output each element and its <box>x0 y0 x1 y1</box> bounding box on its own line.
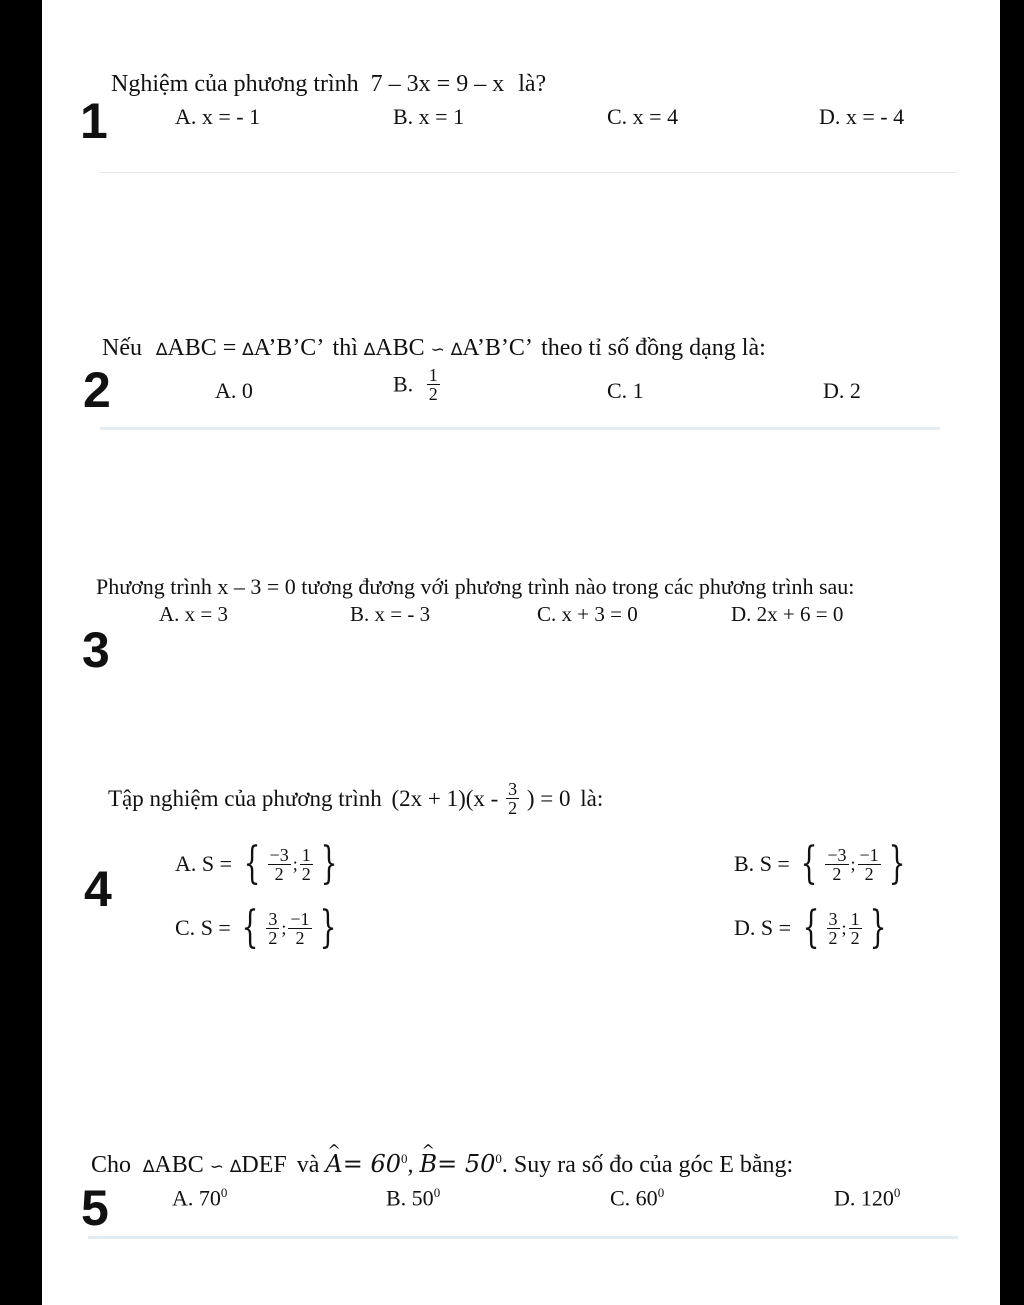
q3-option-a: A. x = 3 <box>159 602 229 626</box>
fraction-denominator: 2 <box>828 927 838 948</box>
q3-equation: x – 3 = 0 <box>217 574 296 599</box>
fraction <box>268 846 291 883</box>
left-brace: { <box>241 902 259 953</box>
q2-option-b-label: B. <box>393 371 414 397</box>
fraction-denominator: 2 <box>864 863 874 884</box>
q1-stem-suffix: là? <box>518 71 547 97</box>
similar-symbol: ∽ <box>430 340 445 360</box>
q4-option-a-label: A. <box>175 851 197 876</box>
fraction <box>300 846 313 883</box>
triangle-symbol: ∆ <box>143 1157 155 1177</box>
angle-b-value: = 50 <box>437 1150 496 1178</box>
fraction <box>827 910 840 947</box>
q5-option-a-text: A. 70 <box>172 1185 221 1211</box>
degree-sign: 0 <box>220 1185 228 1200</box>
q4-option-d-label: D. <box>734 915 756 940</box>
triangle-symbol: ∆ <box>230 1157 242 1177</box>
degree-sign: 0 <box>401 1151 408 1166</box>
q3-stem-b: tương đương với phương trình nào trong các phương trình sau: <box>301 574 855 599</box>
angle-a-value: = 60 <box>342 1150 401 1178</box>
right-brace: } <box>869 902 886 953</box>
q1-option-b: B. x = 1 <box>393 104 465 129</box>
right-brace: } <box>319 902 336 953</box>
fraction <box>849 910 862 947</box>
fraction-numerator: −3 <box>269 844 289 865</box>
degree-sign: 0 <box>433 1185 441 1200</box>
fraction-numerator: −3 <box>827 844 847 865</box>
q5-option-d <box>834 1186 900 1209</box>
fraction <box>427 366 440 403</box>
q2-equals: = <box>222 335 237 361</box>
triangle-symbol: ∆ <box>242 340 254 360</box>
fraction <box>288 910 311 947</box>
q4-option-b <box>734 838 911 889</box>
degree-sign: 0 <box>657 1185 665 1200</box>
q5-word-given: Cho <box>91 1152 132 1178</box>
q2-option-a: A. 0 <box>215 378 253 403</box>
fraction-denominator: 2 <box>832 863 842 884</box>
solution-set <box>238 838 343 889</box>
similar-symbol: ∽ <box>209 1157 224 1177</box>
q3-option-b: B. x = - 3 <box>350 602 431 626</box>
separator: ; <box>850 854 856 874</box>
q4-equation-part2: ) = 0 <box>526 786 571 811</box>
separator: ; <box>281 918 287 938</box>
q5-option-b <box>386 1186 440 1209</box>
fraction <box>825 846 848 883</box>
fraction <box>506 780 519 817</box>
q5-triangle-def: DEF <box>241 1152 287 1178</box>
q2-triangle-abc-prime-2: A’B’C’ <box>462 335 532 361</box>
q4-option-c <box>175 902 342 953</box>
q4-stem-c: là: <box>580 786 604 811</box>
q5-option-d-text: D. 120 <box>834 1185 894 1211</box>
right-brace: } <box>888 838 906 889</box>
q3-stem-a: Phương trình <box>96 574 212 599</box>
q4-option-b-label: B. <box>734 851 755 876</box>
triangle-symbol: ∆ <box>450 340 463 360</box>
fraction-numerator: 3 <box>268 908 278 929</box>
q2-word-if: Nếu <box>102 335 142 361</box>
fraction-denominator: 2 <box>428 384 438 404</box>
question-number-1: 1 <box>80 93 108 149</box>
question-4-stem <box>108 780 603 817</box>
q4-option-a <box>175 838 343 889</box>
q2-word-then: thì <box>332 335 358 361</box>
angle-b: ^ B <box>420 1152 438 1176</box>
fraction-numerator: 1 <box>428 365 438 385</box>
question-number-2: 2 <box>83 362 111 418</box>
fraction-denominator: 2 <box>268 927 278 948</box>
q1-option-c: C. x = 4 <box>607 104 679 129</box>
q2-option-b <box>393 366 442 403</box>
q1-equation: 7 – 3x = 9 – x <box>370 71 505 97</box>
right-brace: } <box>320 838 338 889</box>
q5-word-and: và <box>296 1152 320 1178</box>
q4-option-d <box>734 902 892 953</box>
set-equals: S = <box>760 915 792 940</box>
q3-option-d: D. 2x + 6 = 0 <box>731 602 844 626</box>
fraction-numerator: −1 <box>290 908 310 929</box>
question-number-3: 3 <box>82 622 110 678</box>
q4-equation-part1: (2x + 1)(x - <box>391 786 499 811</box>
q1-option-d: D. x = - 4 <box>819 104 905 129</box>
question-2-stem <box>102 336 766 360</box>
left-brace: { <box>802 902 819 953</box>
set-equals: S = <box>201 851 233 876</box>
q3-option-c: C. x + 3 = 0 <box>537 602 638 626</box>
fraction-numerator: 1 <box>850 908 860 929</box>
question-number-5: 5 <box>81 1180 109 1236</box>
q2-option-d: D. 2 <box>823 378 861 403</box>
triangle-symbol: ∆ <box>363 340 376 360</box>
degree-sign: 0 <box>495 1151 502 1166</box>
solution-set <box>797 902 892 953</box>
divider-2 <box>100 427 940 430</box>
triangle-symbol: ∆ <box>155 340 168 360</box>
question-number-4: 4 <box>84 861 112 917</box>
question-3-stem <box>96 576 854 598</box>
worksheet-page <box>42 0 1000 1305</box>
q4-stem-a: Tập nghiệm của phương trình <box>108 786 382 811</box>
angle-a: ^ A <box>325 1152 342 1176</box>
fraction-numerator: 3 <box>508 779 518 799</box>
set-equals: S = <box>200 915 231 940</box>
q5-option-a <box>172 1186 227 1209</box>
fraction-denominator: 2 <box>850 927 860 948</box>
divider-5 <box>88 1236 958 1239</box>
fraction-numerator: −1 <box>859 844 879 865</box>
set-equals: S = <box>759 851 790 876</box>
q5-option-c-text: C. 60 <box>610 1185 658 1211</box>
q5-stem-suffix: . Suy ra số đo của góc E bằng: <box>501 1152 794 1178</box>
fraction-denominator: 2 <box>295 927 305 948</box>
separator: ; <box>841 918 847 938</box>
q1-option-a: A. x = - 1 <box>175 104 261 129</box>
q2-triangle-abc: ABC <box>167 335 217 361</box>
q2-triangle-abc-2: ABC <box>375 335 425 361</box>
solution-set <box>795 838 910 889</box>
q4-option-c-label: C. <box>175 915 196 940</box>
fraction <box>266 910 279 947</box>
fraction-denominator: 2 <box>274 863 284 884</box>
q5-option-c <box>610 1186 664 1209</box>
question-1-stem <box>111 72 546 96</box>
fraction-denominator: 2 <box>508 798 518 818</box>
q2-triangle-abc-prime: A’B’C’ <box>253 335 323 361</box>
q1-stem-prefix: Nghiệm của phương trình <box>111 71 359 97</box>
q2-stem-suffix: theo tỉ số đồng dạng là: <box>541 335 766 361</box>
q2-option-c: C. 1 <box>607 378 644 403</box>
degree-sign: 0 <box>893 1185 901 1200</box>
fraction-numerator: 1 <box>301 844 311 865</box>
question-5-stem: Cho ∆ABC ∽ ∆DEF và ^ $A= 60^0$, ^ $B= 50^0$. Suy ra số đo của góc E bằng: <box>91 1152 793 1177</box>
separator: ; <box>292 854 298 874</box>
fraction-denominator: 2 <box>301 863 311 884</box>
divider-1 <box>100 172 956 173</box>
fraction-numerator: 3 <box>828 908 838 929</box>
q5-option-b-text: B. 50 <box>386 1185 434 1211</box>
left-brace: { <box>800 838 818 889</box>
solution-set <box>236 902 341 953</box>
fraction <box>858 846 881 883</box>
q5-triangle-abc: ABC <box>154 1152 204 1178</box>
left-brace: { <box>243 838 260 889</box>
